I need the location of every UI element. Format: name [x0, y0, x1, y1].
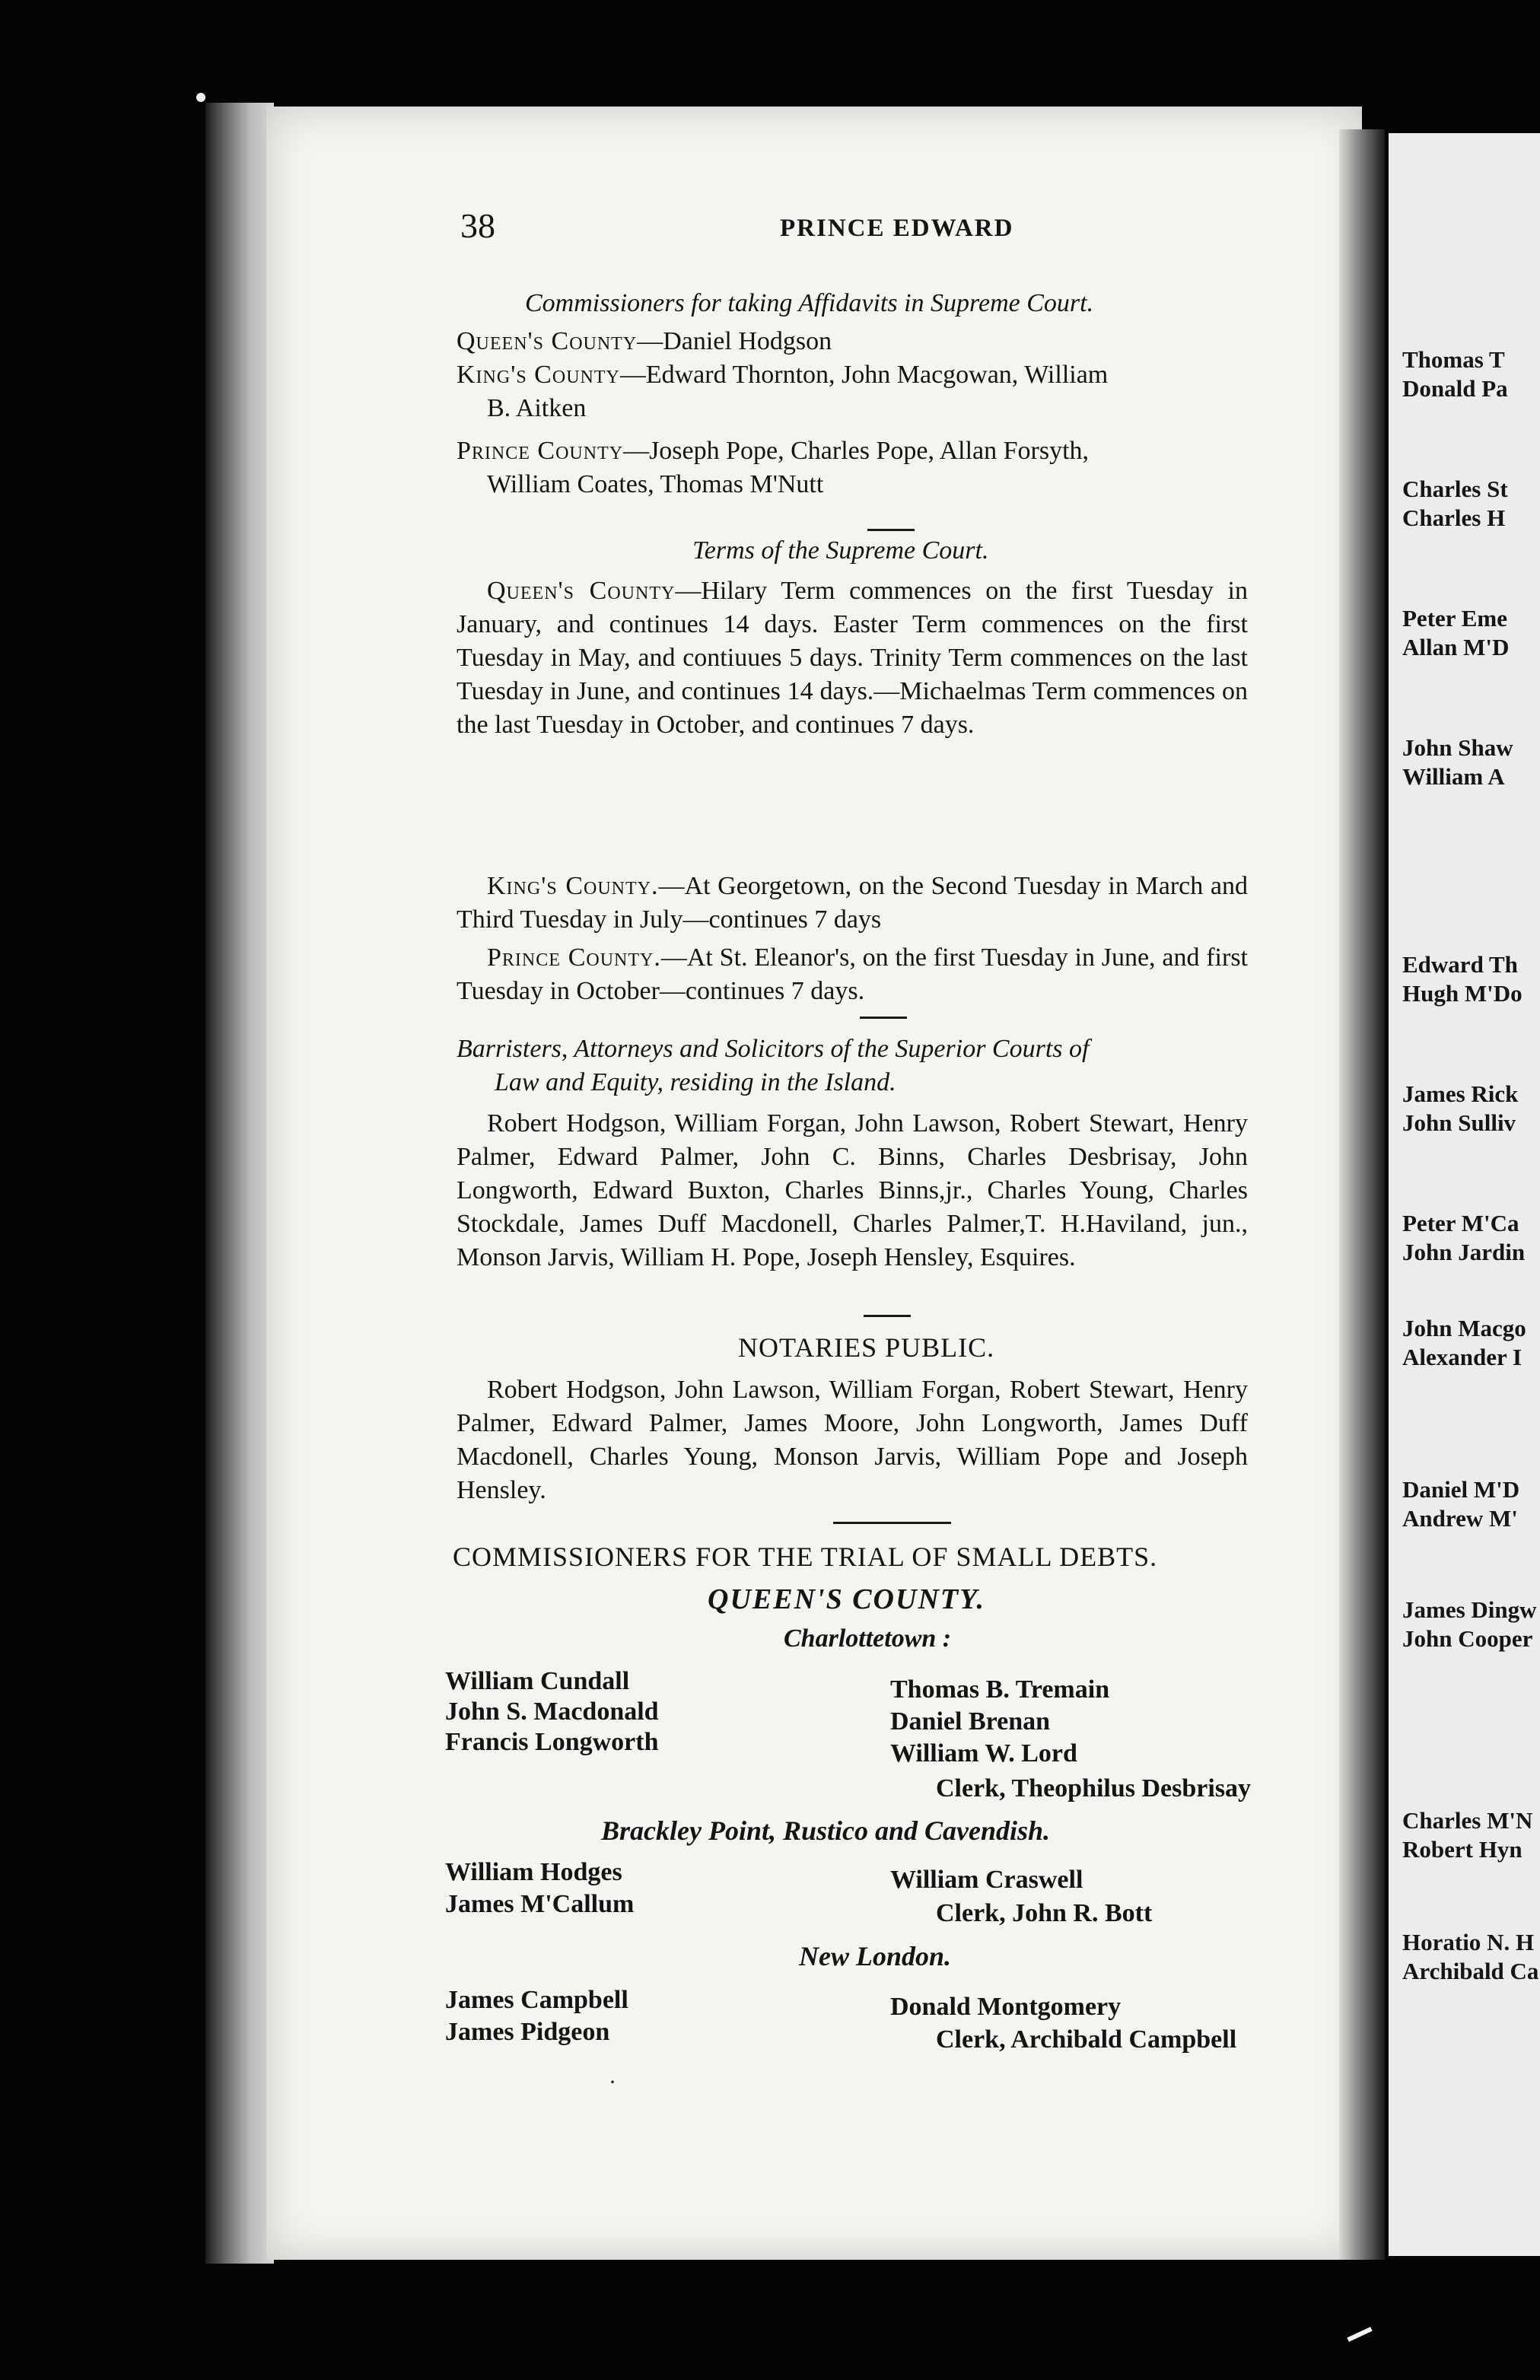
commissioner-name: Thomas B. Tremain [890, 1675, 1110, 1704]
adjacent-fragment: John Shaw [1402, 734, 1513, 761]
adjacent-fragment: Hugh M'Do [1402, 980, 1522, 1007]
adjacent-fragment: John Macgo [1402, 1315, 1526, 1341]
commissioner-name: Francis Longworth [445, 1728, 659, 1756]
adjacent-fragment: Horatio N. H [1402, 1929, 1535, 1955]
terms-queens-para [457, 574, 1248, 742]
book-gutter [1339, 129, 1385, 2260]
adjacent-fragment: Donald Pa [1402, 375, 1508, 402]
adjacent-fragment: Archibald Ca [1402, 1958, 1539, 1984]
charlottetown-clerk: Clerk, Theophilus Desbrisay [936, 1774, 1252, 1803]
entry-text: —At St. Eleanor's, on the first Tuesday in June, and first Tuesday in October—continues 7 days. [457, 943, 1248, 1005]
new-london-right-list [890, 1990, 1121, 2025]
adjacent-fragment: Daniel M'D [1402, 1476, 1520, 1503]
affidavits-prince-cont: William Coates, Thomas M'Nutt [487, 470, 824, 498]
new-london-clerk: Clerk, Archibald Campbell [936, 2025, 1237, 2054]
adjacent-fragment: William A [1402, 763, 1505, 790]
section-rule [833, 1522, 951, 1524]
brackley-right-list [890, 1863, 1083, 1898]
section-rule [864, 1315, 911, 1317]
charlottetown-heading: Charlottetown : [784, 1624, 952, 1653]
commissioner-name: James M'Callum [445, 1890, 635, 1918]
terms-heading: Terms of the Supreme Court. [692, 536, 989, 565]
brackley-left-list [445, 1857, 634, 1920]
section-rule [867, 529, 915, 531]
adjacent-fragment: Peter Eme [1402, 605, 1507, 632]
terms-prince-para [457, 941, 1248, 1008]
ink-dot: · [609, 2070, 616, 2095]
adjacent-fragment: Allan M'D [1402, 634, 1510, 660]
commissioner-name: William Cundall [445, 1667, 630, 1695]
adjacent-fragment: John Sulliv [1402, 1109, 1516, 1136]
affidavits-heading: Commissioners for taking Affidavits in Supreme Court. [525, 289, 1094, 317]
book-page [266, 107, 1362, 2260]
commissioner-name: Donald Montgomery [890, 1993, 1122, 2021]
county-label: Prince County. [487, 943, 661, 972]
affidavits-prince-line [457, 434, 1089, 469]
entry-text: —Hilary Term commences on the first Tuesday in January, and continues 14 days. Easter Term commences on the first Tuesday in May, and contiuues 5 days. Trinity Term commences on the last Tuesday in June, and continues 14 days.—Michaelmas Term commences on the last Tuesday in October, and continues 7 days. [457, 577, 1248, 739]
brackley-heading: Brackley Point, Rustico and Cavendish. [601, 1815, 1051, 1846]
commissioner-name: James Pidgeon [445, 2018, 610, 2046]
county-label: King's County [457, 361, 620, 389]
scan-speck [1347, 2327, 1372, 2342]
county-label: Prince County [457, 437, 624, 465]
adjacent-page [1389, 133, 1540, 2256]
commissioner-name: Daniel Brenan [890, 1707, 1051, 1736]
new-london-left-list [445, 1984, 628, 2048]
adjacent-fragment: Charles H [1402, 504, 1506, 531]
barristers-heading-line2: Law and Equity, residing in the Island. [495, 1068, 896, 1096]
adjacent-fragment: Alexander I [1402, 1344, 1522, 1370]
adjacent-fragment: John Cooper [1402, 1625, 1533, 1652]
commissioner-name: William Craswell [890, 1866, 1083, 1894]
adjacent-fragment: James Rick [1402, 1080, 1519, 1107]
adjacent-fragment: James Dingw [1402, 1596, 1537, 1623]
new-london-heading: New London. [799, 1941, 952, 1971]
county-label: King's County. [487, 872, 659, 900]
running-head: PRINCE EDWARD [780, 215, 1014, 242]
commissioner-name: William W. Lord [890, 1739, 1077, 1768]
affidavits-kings-line [457, 358, 1108, 393]
adjacent-fragment: Edward Th [1402, 951, 1518, 978]
barristers-list: Robert Hodgson, William Forgan, John Lawson, Robert Stewart, Henry Palmer, Edward Palmer, John C. Binns, Charles Desbrisay, John Longworth, Edward Buxton, Charles Binns,jr., Charles Young, Charles Stockdale, James Duff Macdonell, Charles Palmer,T. H.Haviland, jun., Monson Jarvis, William H. Pope, Joseph Hensley, Esquires. [457, 1109, 1248, 1271]
entry-text: —Joseph Pope, Charles Pope, Allan Forsyth, [623, 437, 1090, 465]
adjacent-fragment: Peter M'Ca [1402, 1210, 1519, 1236]
commissioner-name: John S. Macdonald [445, 1698, 659, 1726]
adjacent-fragment: Charles St [1402, 476, 1508, 502]
adjacent-fragment: Charles M'N [1402, 1807, 1533, 1834]
section-rule [860, 1017, 907, 1019]
commissioner-name: James Campbell [445, 1986, 628, 2014]
scan-speck [196, 93, 205, 102]
county-label: Queen's County [487, 577, 676, 605]
entry-text: —Daniel Hodgson [637, 327, 832, 355]
adjacent-fragment: Thomas T [1402, 346, 1505, 373]
notaries-heading: NOTARIES PUBLIC. [738, 1332, 995, 1363]
barristers-heading-line1: Barristers, Attorneys and Solicitors of the Superior Courts of [457, 1035, 1090, 1063]
affidavits-queens-line [457, 324, 832, 359]
small-debts-heading: COMMISSIONERS FOR THE TRIAL OF SMALL DEBTS. [453, 1542, 1158, 1572]
terms-kings-para [457, 870, 1248, 937]
notaries-list: Robert Hodgson, John Lawson, William Forgan, Robert Stewart, Henry Palmer, Edward Palmer, James Moore, John Longworth, James Duff Macdonell, Charles Young, Monson Jarvis, William Pope and Joseph Hensley. [457, 1376, 1248, 1504]
brackley-clerk: Clerk, John R. Bott [936, 1899, 1153, 1927]
adjacent-fragment: Andrew M' [1402, 1505, 1518, 1532]
adjacent-fragment: John Jardin [1402, 1239, 1526, 1265]
book-binding-edge [205, 103, 274, 2264]
page-number: 38 [460, 206, 495, 245]
commissioner-name: William Hodges [445, 1858, 622, 1886]
entry-text: —At Georgetown, on the Second Tuesday in March and Third Tuesday in July—continues 7 days [457, 872, 1248, 934]
affidavits-kings-cont: B. Aitken [487, 394, 587, 422]
charlottetown-right-list [890, 1674, 1109, 1770]
county-label: Queen's County [457, 327, 638, 355]
county-heading: QUEEN'S COUNTY. [708, 1583, 985, 1615]
charlottetown-left-list [445, 1666, 719, 1758]
adjacent-fragment: Robert Hyn [1402, 1836, 1522, 1863]
entry-text: —Edward Thornton, John Macgowan, William [619, 361, 1109, 389]
